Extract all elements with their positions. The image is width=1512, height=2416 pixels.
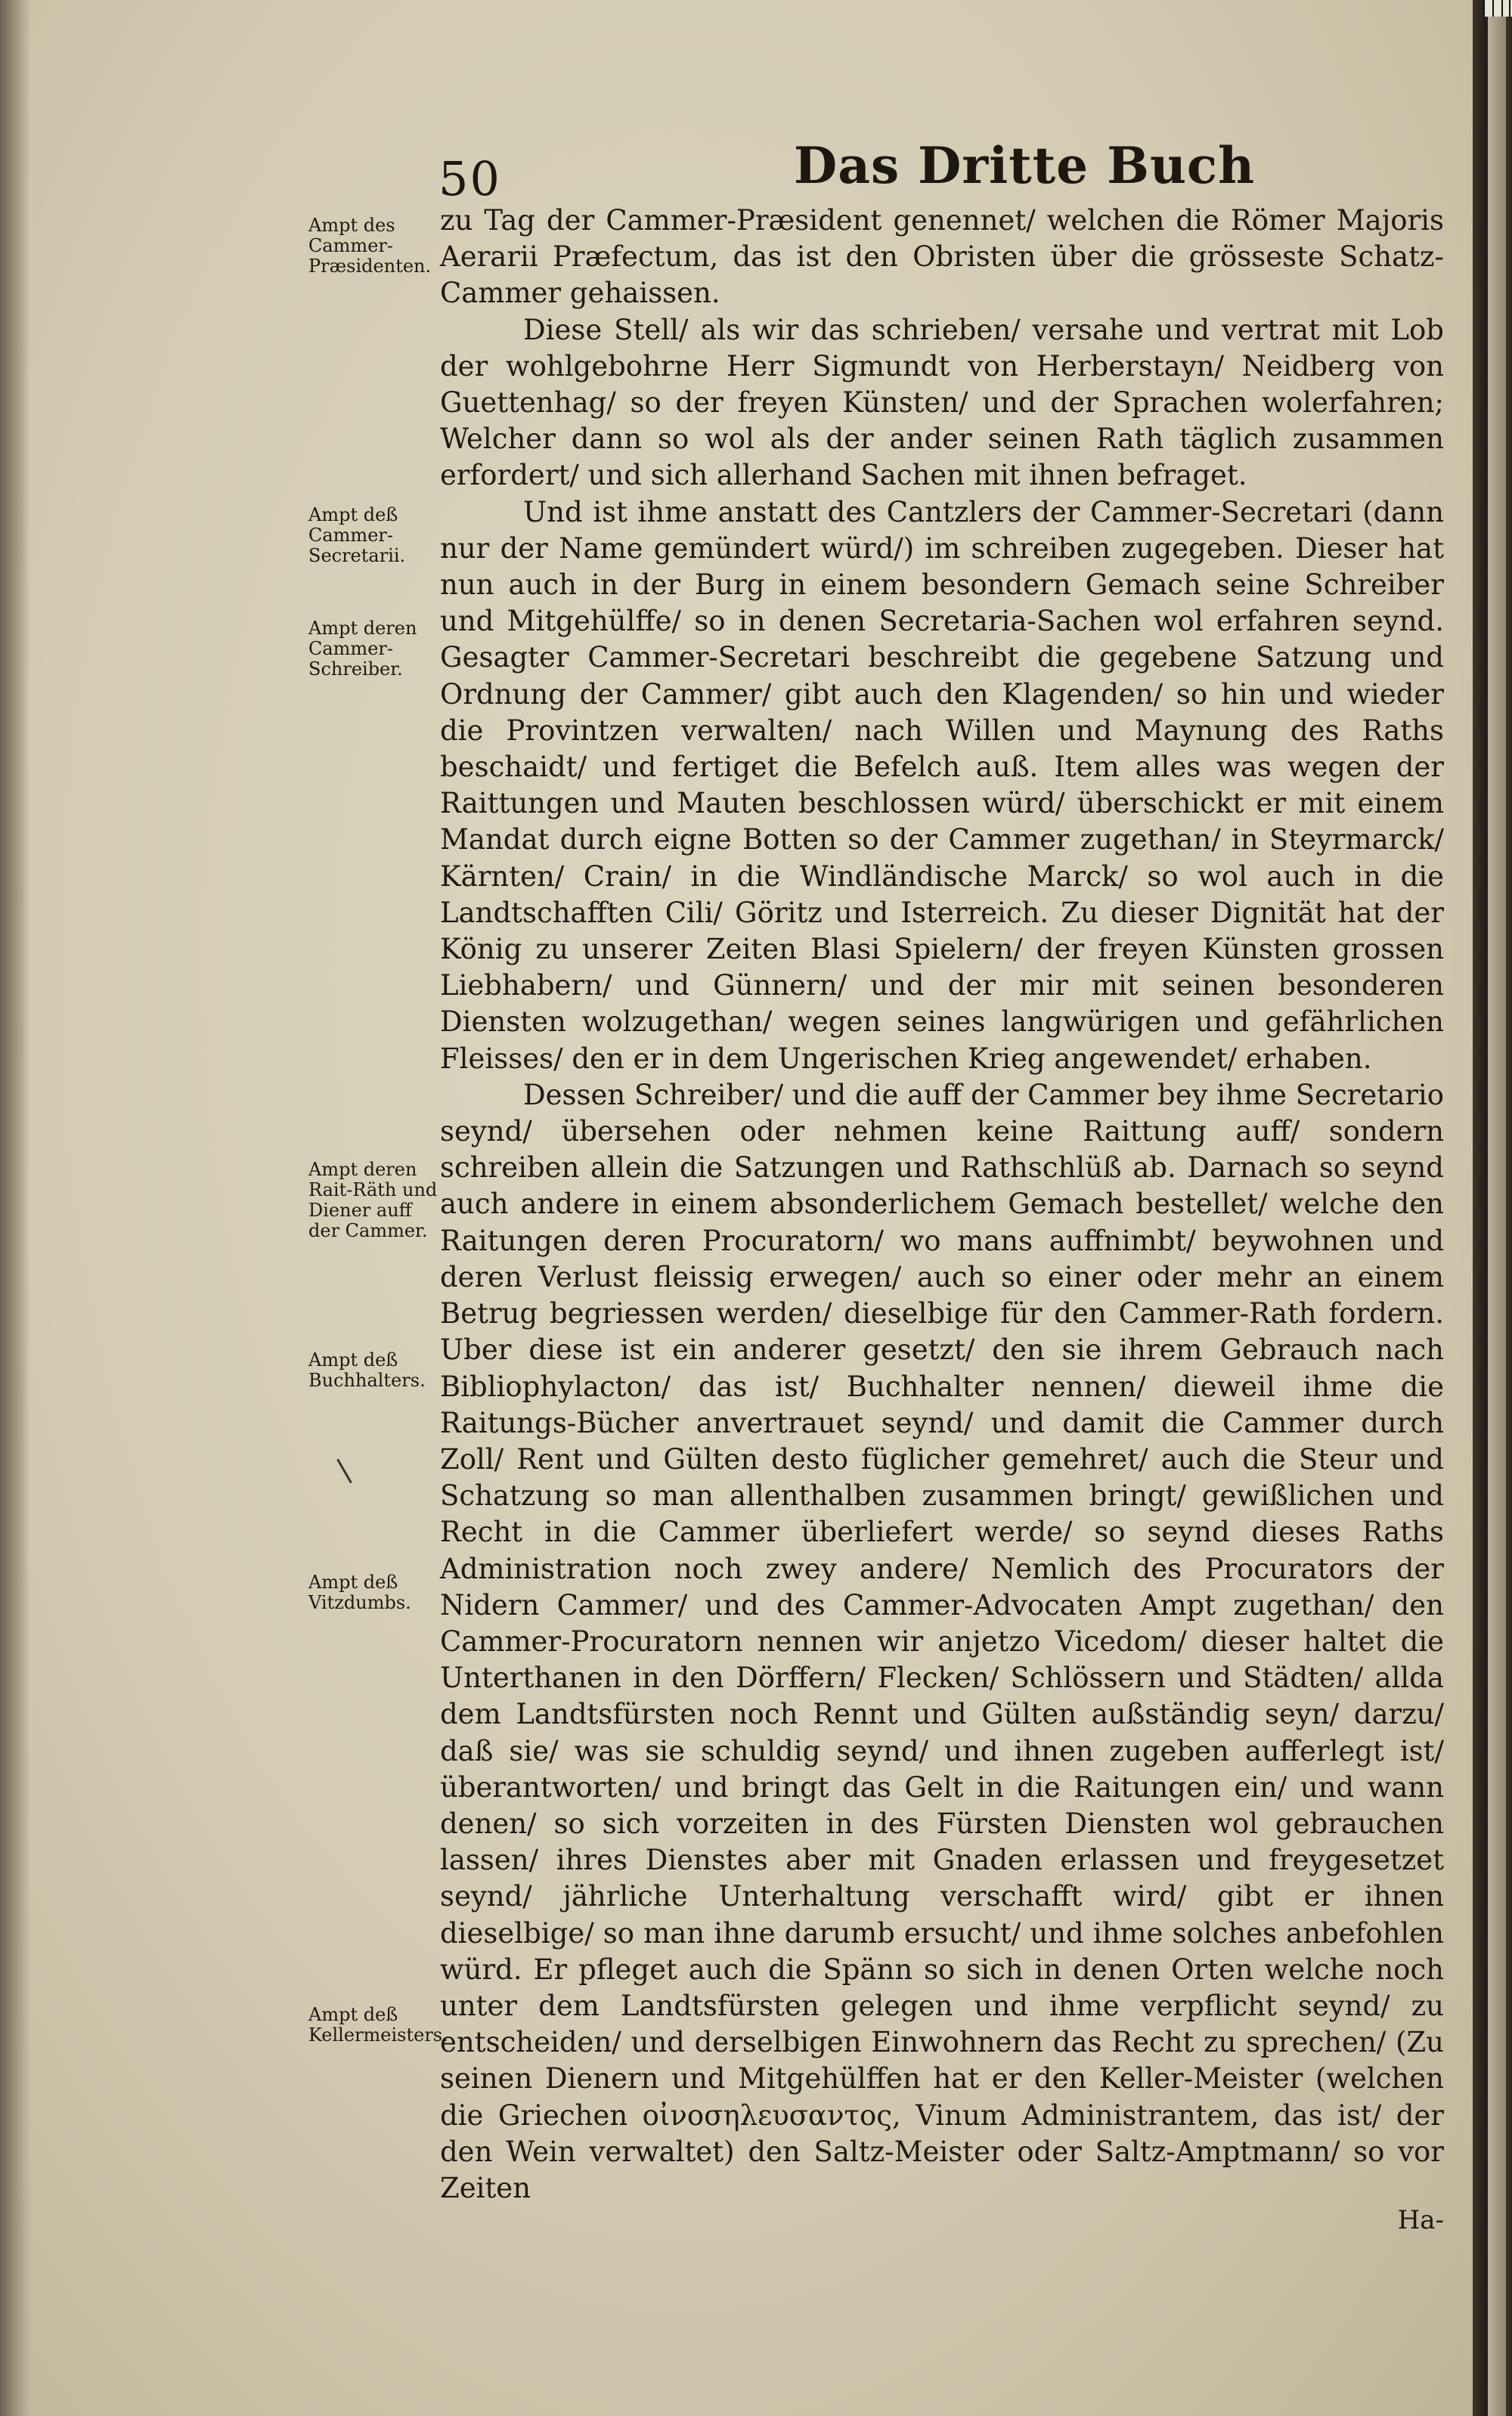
margin-mark xyxy=(336,1459,352,1484)
paragraph: Dessen Schreiber/ und die auff der Cammer bey ihme Secretario seynd/ übersehen oder nehmen keine Raittung auff/ sondern schreiben allein die Satzungen und Rathschlüß ab. Darnach so seynd auch andere in einem absonderlichem Gemach bestellet/ welche den Raitungen deren Procuratorn/ wo mans auffnimbt/ beywohnen und deren Verlust fleissig erwegen/ auch so einer oder mehr an einem Betrug begriessen werden/ dieselbige für den Cammer-Rath fordern. Uber diese ist ein anderer gesetzt/ den sie ihrem Gebrauch nach Bibliophylacton/ das ist/ Buchhalter nennen/ dieweil ihme die Raitungs-Bücher anvertrauet seynd/ und damit die Cammer durch Zoll/ Rent und Gülten desto füglicher gemehret/ auch die Steur und Schatzung so man allenthalben zusammen bringt/ gewißlichen und Recht in die Cammer überliefert werde/ so seynd dieses Raths Administration noch zwey andere/ Nemlich des Procurators der Nidern Cammer/ und des Cammer-Advocaten Ampt zugethan/ den Cammer-Procuratorn nennen wir anjetzo Vicedom/ dieser haltet die Unterthanen in den Dörffern/ Flecken/ Schlössern und Städten/ allda dem Landtsfürsten noch Rennt und Gülten außständig seyn/ darzu/ daß sie/ was sie schuldig seynd/ und ihnen zugeben aufferlegt ist/ überantworten/ und bringt das Gelt in die Raitungen ein/ und wann denen/ so sich vorzeiten in des Fürsten Diensten wol gebrauchen lassen/ ihres Dienstes aber mit Gnaden erlassen und freygesetzet seynd/ jährliche Unterhaltung verschafft wird/ gibt er ihnen dieselbige/ so man ihne darumb ersucht/ und ihme solches anbefohlen würd. Er pfleget auch die Spänn so sich in denen Orten welche noch unter dem Landtsfürsten gelegen und ihme verpflicht seynd/ zu entscheiden/ und derselbigen Einwohnern das Recht zu sprechen/ (Zu seinen Dienern und Mitgehülffen hat er den Keller-Meister (welchen die Griechen οἰνοσηλευσαντος, Vinum Administrantem, das ist/ der den Wein verwaltet) den Saltz-Meister oder Saltz-Amptmann/ so vor Zeiten xyxy=(440,1078,1444,2204)
marginal-note: Ampt deß Cammer-Secretarii. xyxy=(308,504,406,566)
running-head: Das Dritte Buch xyxy=(794,136,1256,195)
marginal-note: Ampt deren Cammer-Schreiber. xyxy=(308,618,417,680)
spine-shadow xyxy=(0,0,30,2416)
paragraph: zu Tag der Cammer-Præsident genennet/ welchen die Römer Majoris Aerarii Præfectum, das ist den Obristen über die grösseste Schatz-Cammer gehaissen. xyxy=(440,204,1444,310)
catchword: Ha- xyxy=(1397,2205,1444,2236)
marginal-note: Ampt des Cammer-Præsidenten. xyxy=(308,215,432,277)
page-number: 50 xyxy=(438,151,501,206)
marginal-note: Ampt deß Vitzdumbs. xyxy=(308,1572,411,1613)
scale-ruler xyxy=(1483,0,1512,17)
marginal-note: Ampt deren Rait-Räth und Diener auff der Cammer. xyxy=(308,1159,438,1241)
page-edge xyxy=(1473,0,1512,2416)
main-text-block xyxy=(440,203,1444,2238)
paragraph: Und ist ihme anstatt des Cantzlers der Cammer-Secretari (dann nur der Name gemündert würd/) im schreiben zugegeben. Dieser hat nun auch in der Burg in einem besondern Gemach seine Schreiber und Mitgehülffe/ so in denen Secretaria-Sachen wol erfahren seynd. Gesagter Cammer-Secretari beschreibt die gegebene Satzung und Ordnung der Cammer/ gibt auch den Klagenden/ so hin und wieder die Provintzen verwalten/ nach Willen und Maynung des Raths beschaidt/ und fertiget die Befelch auß. Item alles was wegen der Raittungen und Mauten beschlossen würd/ überschickt er mit einem Mandat durch eigne Botten so der Cammer zugethan/ in Steyrmarck/ Kärnten/ Crain/ in die Windländische Marck/ so wol auch in die Landtschafften Cili/ Göritz und Isterreich. Zu dieser Dignität hat der König zu unserer Zeiten Blasi Spielern/ der freyen Künsten grossen Liebhabern/ und Günnern/ und der mir mit seinen besonderen Diensten wolzugethan/ wegen seines langwürigen und gefährlichen Fleisses/ den er in dem Ungerischen Krieg angewendet/ erhaben. xyxy=(440,495,1444,1075)
paragraph: Diese Stell/ als wir das schrieben/ versahe und vertrat mit Lob der wohlgebohrne Herr Sigmundt von Herberstayn/ Neidberg von Guettenhag/ so der freyen Künsten/ und der Sprachen wolerfahren; Welcher dann so wol als der ander seinen Rath täglich zusammen erfordert/ und sich allerhand Sachen mit ihnen befraget. xyxy=(440,313,1444,492)
marginal-note: Ampt deß Kellermeisters. xyxy=(308,2004,448,2046)
marginal-note: Ampt deß Buchhalters. xyxy=(308,1349,426,1391)
